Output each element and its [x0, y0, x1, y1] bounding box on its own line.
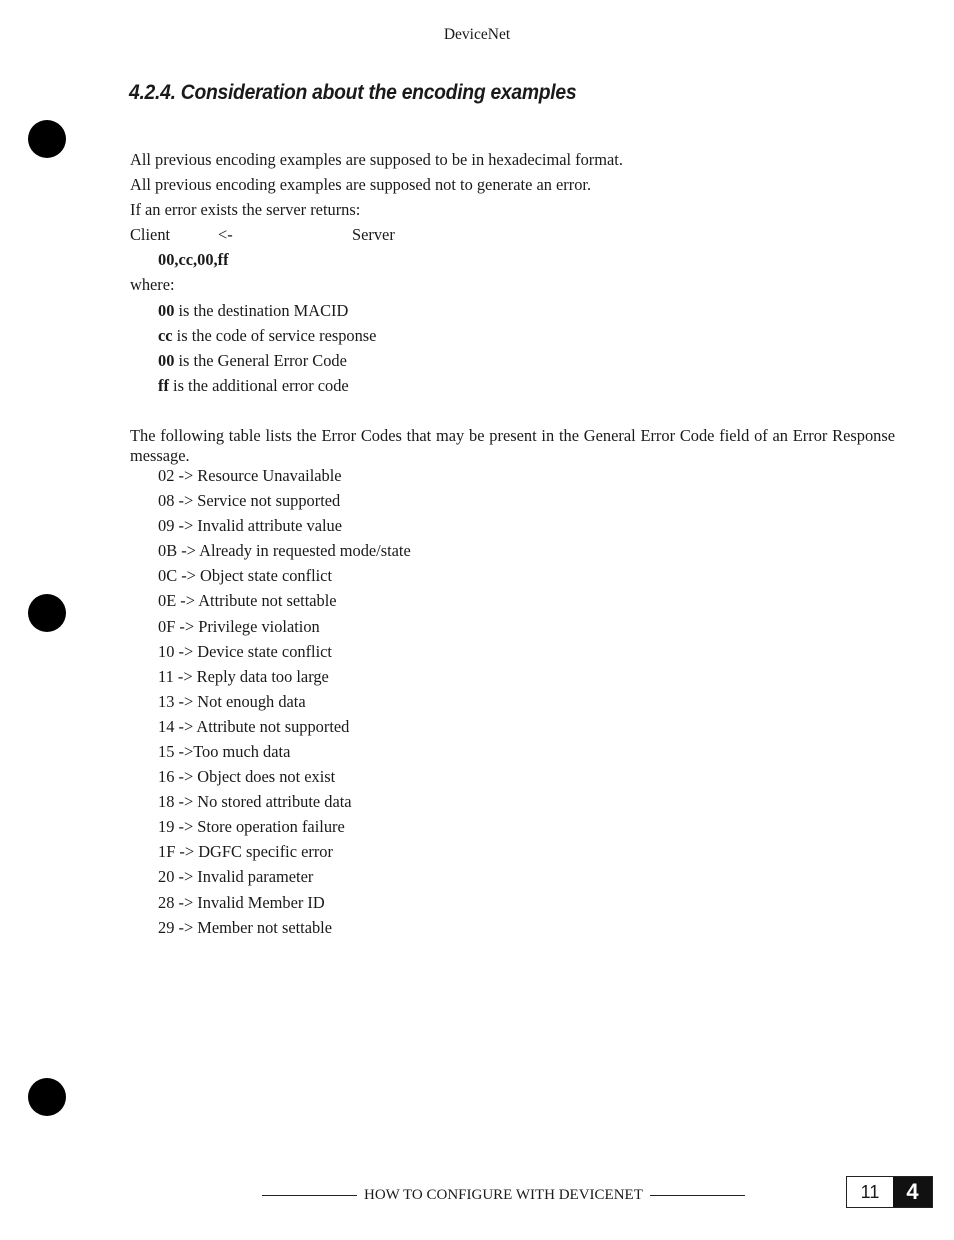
definition-list — [130, 301, 895, 401]
error-code-item: 18 -> No stored attribute data — [158, 792, 352, 812]
error-code-list — [130, 466, 895, 943]
error-code-item: 0B -> Already in requested mode/state — [158, 541, 411, 561]
error-code-item: 20 -> Invalid parameter — [158, 867, 314, 887]
table-intro-paragraph: The following table lists the Error Codes that may be present in the General Error Code field of an Error Response message. — [130, 425, 895, 465]
error-code-item: 10 -> Device state conflict — [158, 641, 332, 661]
definition-desc: is the General Error Code — [174, 350, 347, 370]
where-label: where: — [130, 275, 175, 295]
error-code-item: 02 -> Resource Unavailable — [158, 465, 342, 485]
page-number: 11 — [860, 1181, 880, 1202]
running-footer — [262, 1187, 745, 1204]
definition-item — [130, 326, 895, 351]
error-code-item: 15 ->Too much data — [158, 741, 291, 761]
intro-line: If an error exists the server returns: — [130, 200, 361, 220]
error-code-item: 09 -> Invalid attribute value — [158, 516, 343, 536]
intro-line: All previous encoding examples are supposed to be in hexadecimal format. — [130, 150, 623, 169]
definition-term: ff — [158, 375, 169, 395]
error-code-item: 0E -> Attribute not settable — [158, 591, 337, 611]
error-code-item: 28 -> Invalid Member ID — [158, 892, 325, 912]
definition-desc: is the code of service response — [172, 325, 377, 345]
binder-hole-middle — [28, 594, 66, 632]
error-code-item: 29 -> Member not settable — [158, 917, 333, 937]
error-code-item: 14 -> Attribute not supported — [158, 716, 350, 736]
definition-desc: is the additional error code — [168, 375, 349, 395]
footer-title: HOW TO CONFIGURE WITH DEVICENET — [364, 1187, 643, 1203]
chapter-tab: 4 — [893, 1177, 932, 1207]
direction-arrow: <- — [218, 225, 233, 245]
definition-item — [130, 351, 895, 376]
definition-desc: is the destination MACID — [174, 300, 349, 320]
page-number-box — [846, 1176, 933, 1208]
binder-hole-bottom — [28, 1078, 66, 1116]
binder-hole-top — [28, 120, 66, 158]
intro-line: All previous encoding examples are supposed not to generate an error. — [130, 175, 592, 195]
definition-term: 00 — [158, 300, 175, 320]
error-code-item: 08 -> Service not supported — [158, 491, 341, 511]
response-code: 00,cc,00,ff — [158, 250, 229, 270]
client-label: Client — [130, 225, 171, 245]
error-code-item: 19 -> Store operation failure — [158, 817, 345, 837]
error-code-item: 0C -> Object state conflict — [158, 566, 333, 586]
server-label: Server — [352, 225, 395, 245]
client-server-row — [130, 225, 895, 250]
definition-item — [130, 376, 895, 401]
page-body — [130, 150, 895, 943]
error-code-item: 16 -> Object does not exist — [158, 767, 336, 787]
error-code-item: 0F -> Privilege violation — [158, 616, 320, 636]
definition-term: cc — [158, 325, 173, 345]
error-code-item: 11 -> Reply data too large — [158, 666, 329, 686]
definition-term: 00 — [158, 350, 175, 370]
error-code-item: 1F -> DGFC specific error — [158, 842, 333, 862]
footer-rule-left — [262, 1195, 357, 1196]
definition-item — [130, 301, 895, 326]
error-code-item: 13 -> Not enough data — [158, 691, 306, 711]
section-title: 4.2.4. Consideration about the encoding examples — [129, 81, 577, 104]
running-header: DeviceNet — [443, 26, 511, 43]
footer-rule-right — [650, 1195, 745, 1196]
